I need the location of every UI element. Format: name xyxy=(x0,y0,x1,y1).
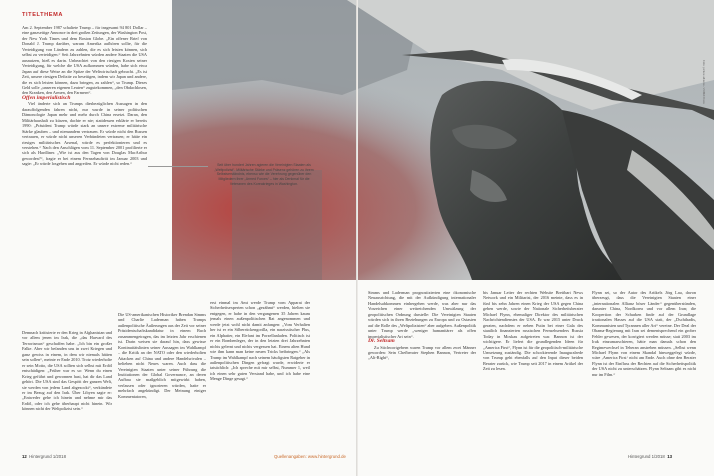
paragraph: Simms und Laderman prognostizierten eine ökonomische Neuausrichtung, die mit der Aufkündigung internationaler Handelsabkommen einhergehen werde, was aber nur das Vorzeichen einer weitreichenden Umwälzung der geopolitischen Ordnung darstelle: Die Vereinigten Staaten würden sich in ihren Beziehungen zu Europa und zu Ostasien auf die Rolle des „Weltpolizisten“ aber aufgeben. Außenpolitik unter Trump werde „weniger humanitärer als offen imperialistischer Art sein“. xyxy=(368,290,476,339)
korean-war-memorial-photo xyxy=(172,0,714,280)
caption-rule xyxy=(148,166,208,167)
photo-caption: Seit über hundert Jahren agieren die Vereinigten Staaten als „Weltpolizist“. Militärische Stärke und Präsenz gehören zu ihrem Selbstverständnis, ebenso wie die Verehrung gegenüber den Mitgliedern ihrer „Armed Forces“ – hier als Denkmal für die Veteranen des Koreakrieges in Washington. xyxy=(214,163,314,186)
paragraph: Am 2. September 1987 schaltete Trump – für insgesamt 94 801 Dollar – eine ganzseitige Annonce in drei großen Zeitungen, der Washington Post, der New York Times und dem Boston Globe. „Ein offener Brief von Donald J. Trump darüber, warum Amerika aufhören sollte, für die Verteidigung von Ländern zu zahlen, die es sich leisten können, sich selbst zu verteidigen.“ Seit Jahrzehnten würden andere Staaten die USA ausnutzen, hieß es darin. Unbeachtet von den riesigen Kosten seiner Verteidigung, für welche die USA aufkommen würden, habe sich etwa Japan auf diese Weise an die Spitze der Weltwirtschaft gebracht. „Es ist Zeit, unsere riesigen Defizite zu beseitigen, indem wir Japan und andere, die es sich leisten können, dazu bringen, zu zahlen“, so Trump. Dieses Geld solle „unseren eigenen Leuten“ zugutekommen, „den Obdachlosen, den Kranken, den Armen, den Farmern“. xyxy=(22,25,147,96)
article-column-4 xyxy=(210,300,310,452)
page-gutter xyxy=(356,0,358,476)
paragraph: Die US-amerikanischen Historiker Brendan Simms und Charlie Laderman haben Trumps außenpolitische Äußerungen aus der Zeit vor seiner Präsidentschaftskandidatur in einem Buch zusammengetragen, das im letzten Jahr erschienen ist. Darin weisen sie darauf hin, dass gewisse Kontinuitätslinien seiner Aussagen im Wahlkampf – die Kritik an der NATO oder den wiederholten Attacken auf China und andere Handelsrivalen – belieben nicht Neues waren. Auch dass die Vereinigten Staaten unter seiner Führung die Institutionen der Global Governance, an deren Aufbau sie maßgeblich mitgewirkt haben, verlassen oder ignorieren würden, hatte er mehrfach angekündigt. Der Meinung einiger Kommentatoren, xyxy=(118,312,206,399)
footer-right xyxy=(628,454,672,459)
article-column-6 xyxy=(483,290,583,452)
article-column-3 xyxy=(118,312,206,452)
paragraph: Demnach kritisierte er den Krieg in Afghanistan und vor allem jenen im Irak, die „das Harvard des Terrorismus“ geschaffen habe. „Ich bin ein großer Falke. Aber wir befanden uns in zwei Kriegen und ganz gewiss in einem, in dem wir niemals hätten sein sollen“, meinte er Ende 2010. Trotz wiederholte er sein Motto, die USA sollten sich selbst mit Erdöl entschädigen: „Früher war es so: Wenn du einen Krieg geführt und gewonnen hast, hat dir das Land gehört. Die USA sind das Gespött der ganzen Welt, sie werden von jedem Land abgezockt“, verkündete er im Bezug auf den Irak. Über Libyen sagte er: „Entweder gehe ich hinein und nehme mir das Erdöl, oder ich gehe überhaupt nicht hinein. Wir können nicht der Weltpolizist sein.“ xyxy=(22,330,112,412)
page-number-right: 13 xyxy=(667,454,672,459)
page-number-left: 12 xyxy=(22,454,27,459)
article-column-5 xyxy=(368,290,476,452)
paragraph: bis Januar Leiter der rechten Website Breitbart News Network und ein Militarist, der 2016 meinte, dass es in fünf bis zehn Jahren einen Krieg der USA gegen China geben werde, sowie der Nationale Sicherheitsberater Michael Flynn, ehemaliger Direktor des militärischen Nachrichtendienstes der USA. Er war 2015 unter Druck geraten, nachdem er neben Putin bei einer Gala des staatlich finanzierten russischen Fernsehsenders Russia Today in Moskau aufgetreten war. Bannon ist der wichtigere. Er liefert die grundlegenden Ideen für „America First“, Flynn ist für die geopolitisch-militärische Umsetzung zuständig. Die schockierende Inauguralrede von Trump geht ebenfalls auf den Input dieser beiden Berater zurück, wie Trump seit 2017 in einem Artikel der Zeit zu lesen. xyxy=(483,290,583,372)
paragraph: Zu Stichwortgebern waren Trump vor allem zwei Männer geworden: Sein Chefberater Stephen Bannon, Vertreter der „Alt-Right“, xyxy=(368,344,476,361)
paragraph: erst einmal im Amt werde Trump vom Apparat der Sicherheitsexperten schon „gezähmt“ werden, hielten sie entgegen, er habe in den vergangenen 35 Jahren kaum jemals einen außenpolitischen Rat angenommen und werde jetzt wohl nicht damit anfangen: „Vom Verhalten her ist er ein Silberrückengorilla, ein narzisstischer Plus, ein Alphatier, ein Elefant im Porzellanladen. Politisch ist er ein Bombenleger, der in den letzten drei Jahrzehnten nichts gelernt und nichts vergessen hat. Einem alten Hund wie ihm kann man keine neuen Tricks beibringen.“ „Als Trump im Wahlkampf nach seinem häufigsten Ratgeber in außenpolitischen Dingen gefragt wurde, erwiderte er tatsächlich: „Ich spreche mit mir selbst, Nummer 1, weil ich einen sehr guten Verstand habe, und ich habe eine Menge Dinge gesagt.“ xyxy=(210,300,310,382)
subheading: Offen imperialistisch xyxy=(22,94,71,101)
footer-center xyxy=(274,454,346,459)
article-column-1 xyxy=(22,25,147,167)
section-kicker: TITELTHEMA xyxy=(22,12,64,18)
magazine-issue-right: Hintergrund 1/2018 xyxy=(628,454,665,459)
soldier-statue-image xyxy=(172,0,714,280)
magazine-issue-left: Hintergrund 1/2018 xyxy=(29,454,66,459)
paragraph: Flynn sei, so der Autor des Artikels Jörg Lau, davon überzeugt, dass die Vereinigten Staaten einer „internationalen Allianz böser Länder“ gegenüberstünden, darunter China, Nordkorea und vor allem Iran; die Koopertion der Schurken finde auf der Grundlage irrationalen Hasses auf die USA statt, der „Dschihadis, Kommunisten und Tyrannen aller Art“ vereine. Der Deal der Obama-Regierung mit Iran sei dementsprechend ein grober Fehler gewesen, der korrigiert werden müsse; statt 2003 im Irak einzumarschieren, hätte man damals schon den Regimewechsel in Teheran anstreben müssen. „Selbst wenn Michael Flynn von einem Skandal hinweggefegt würde, wäre ‚America First‘ nicht am Ende. Auch ohne den Berater Flynn ist der Einfluss der Rechten auf die Sicherheitspolitik der USA nicht zu unterschätzen. Flynn Seltsam gibt es nicht nur im Film.“ xyxy=(592,290,696,377)
article-column-2 xyxy=(22,330,112,452)
paragraph: Viel änderte sich an Trumps diesbezüglichen Aussagen in den darauffolgenden fahren nicht, nur wurde in seiner politischen Dämonologie Japan mehr und mehr durch China ersetzt. Daran, den Militärhaushalt zu kürzen, dachte er nie; stattdessen erklärte er bereits 1990: „Präsident Trump würde stark an unsere extreme militärische Stärke glauben – und niemandem vertrauen. Er würde nicht den Russen vertrauen, er würde nicht unseren Verbündeten vertrauen; er hätte ein riesiges militärisches Arsenal, würde es perfektionieren und es verstehen.“ Nach den Anschlägen vom 11. September 2001 profilierte er sich als Hardliner. „Wie ist aus den Tagen von Douglas MacArthur geworden?“, fragte er bei einem Fernsehauftritt im Januar 2003 und sagte: „Er würde losgehen und angreifen. Er würde nicht reden.“ xyxy=(22,101,147,167)
subheading: Dr. Seltsam xyxy=(368,338,395,345)
photo-credit: Foto: picture alliance / ZUMA Press xyxy=(702,60,706,104)
footer-left xyxy=(22,454,66,459)
sources-link[interactable]: Quellenangaben: www.hintergrund.de xyxy=(274,454,346,459)
article-column-7 xyxy=(592,290,696,452)
